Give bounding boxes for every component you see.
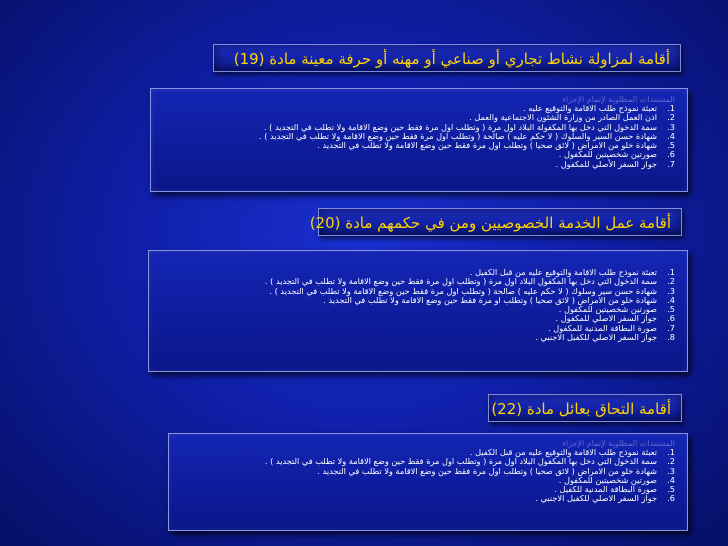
section-19-title: أقامة لمزاولة نشاط تجاري أو صناعي أو مهنه أو حرفة معينة مادة (19) [213,44,681,72]
list-item: 5.صورتين شخصيتين للمكفول . [558,304,675,315]
list-item: 6.جواز السفر الاصلي للمكفول . [555,313,675,324]
list-item: 4.شهادة خلو من الامراض ( لائق صحيا ) وتطلب او مرة فقط حين وضع الاقامة ولا تطلب في التجديد . [323,294,675,305]
list-item: 2.سمة الدخول التي دخل بها المكفول البلاد اول مرة ( وتطلب اول مرة فقط حين وضع الاقامة ولا تطلب في التجديد ) . [264,276,675,287]
section-20-list [149,268,687,342]
list-item: 4.شهادة حسن السير والسلوك ( لا حكم عليه ) صالحة ( وتطلب اول مرة فقط حين وضع الاقامة ولا تطلب في التجديد ) . [258,130,675,141]
list-item: 7.جواز السفر الأصلي للمكفول . [555,158,675,169]
list-item: 3.شهادة خلو من الامراض ( لائق صحيا ) وتطلب اول مرة فقط حين وضع الاقامة ولا تطلب في التجديد . [317,465,675,476]
list-item: 5.شهادة خلو من الامراض ( لائق صحيا ) وتطلب اول مرة فقط حين وضع الاقامة ولا تطلب في التجديد . [317,140,675,151]
section-20-title: أقامة عمل الخدمة الخصوصيين ومن في حكمهم مادة (20) [318,208,682,236]
list-item: 2.اذن العمل الصادر من وزارة الشئون الاجتماعية والعمل . [469,112,675,123]
list-item: 7.صورة البطاقة المدنية للمكفول . [548,322,675,333]
list-item: 1.تعبئة نموذج طلب الاقامة والتوقيع عليه من قبل الكفيل . [469,267,675,277]
section-19-box [150,88,688,192]
list-item: 4.صورتين شخصيتين للمكفول . [558,474,675,485]
list-item: 1.تعبئة نموذج طلب الاقامة والتوقيع عليه من قبل الكفيل . [469,447,675,457]
section-22-title: أقامة التحاق بعائل مادة (22) [488,394,682,422]
section-22-box [168,433,688,531]
section-20-box [148,250,688,372]
list-item: 1.تعبئة نموذج طلب الاقامة والتوقيع عليه . [523,103,675,113]
section-22-list [169,448,687,504]
list-item: 6.صورتين شخصيتين للمكفول . [558,149,675,160]
section-22-ghost-heading: المستندات المطلوبة لإتمام الإجراء [562,439,675,448]
list-item: 6.جواز السفر الاصلي للكفيل الاجنبي . [535,493,675,504]
list-item: 8.جواز السفر الاصلي للكفيل الاجنبي . [535,332,675,343]
list-item: 5.صورة البطاقة المدنية للكفيل . [554,484,675,495]
list-item: 2.سمة الدخول التي دخل بها المكفول البلاد اول مرة ( وتطلب اول مرة فقط حين وضع الاقامة ولا تطلب في التجديد ) . [264,456,675,467]
list-item: 3.سمة الدخول التي دخل بها المكفولة البلاد اول مرة ( وتطلب اول مرة فقط حين وضع الاقامة ولا تطلب في التجديد ) . [263,121,675,132]
section-19-ghost-heading: المستندات المطلوبة لإتمام الإجراء [562,95,675,104]
section-19-list [151,104,687,169]
list-item: 3.شهادة حسن سير وسلوك ( لا حكم عليه ) صالحة ( وتطلب اول مرة فقط حين وضع الاقامة ولا تطلب في التجديد ) . [269,285,675,296]
